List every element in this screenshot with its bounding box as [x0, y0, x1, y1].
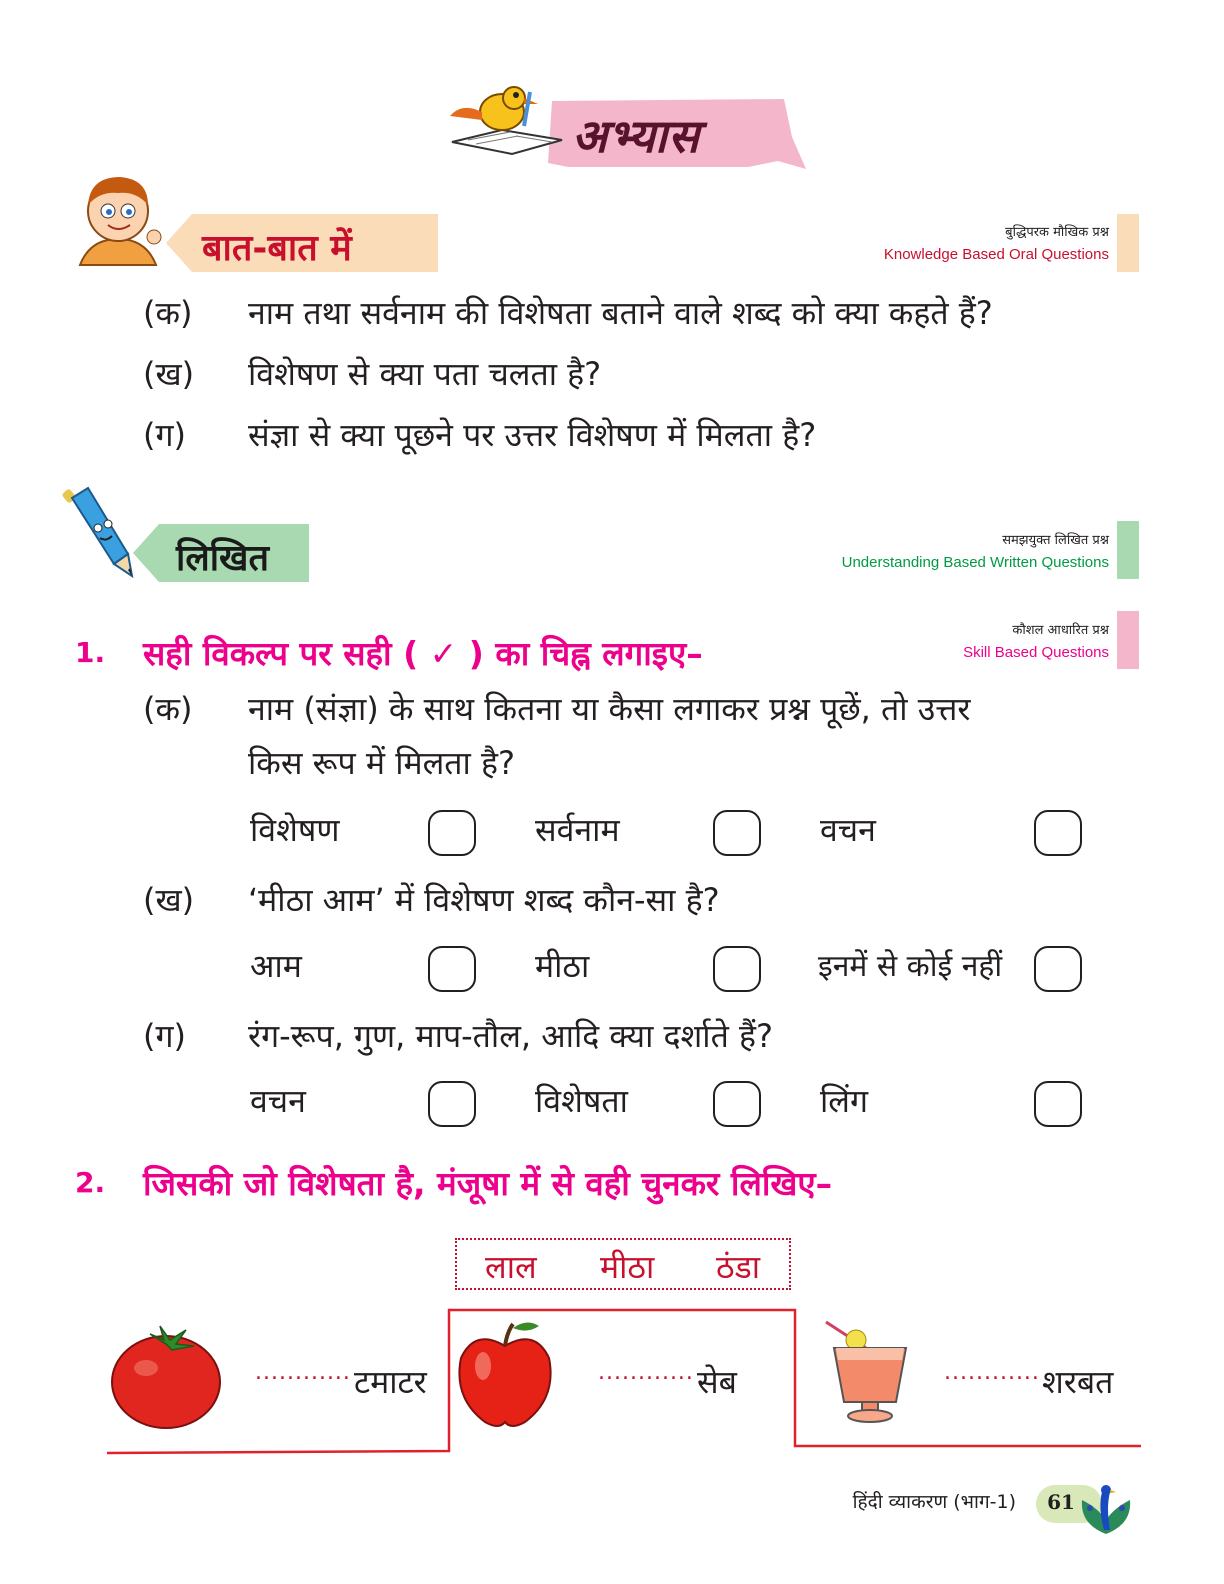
option-checkbox[interactable]	[428, 1081, 476, 1127]
word-box-item: लाल	[485, 1248, 537, 1286]
option-checkbox[interactable]	[1034, 810, 1082, 856]
oral-category-bar	[1117, 214, 1139, 272]
pencil-mascot-icon	[58, 484, 138, 580]
option-label: वचन	[250, 1082, 306, 1120]
mcq-question-text: ‘मीठा आम’ में विशेषण शब्द कौन-सा है?	[248, 881, 720, 919]
written-category-hindi: समझयुक्त लिखित प्रश्न	[1002, 533, 1109, 548]
oral-category-hindi: बुद्धिपरक मौखिक प्रश्न	[1005, 225, 1109, 240]
oral-question-text: नाम तथा सर्वनाम की विशेषता बताने वाले शब्द को क्या कहते हैं?	[248, 294, 993, 332]
option-checkbox[interactable]	[713, 1081, 761, 1127]
tomato-icon	[108, 1322, 226, 1432]
option-label: लिंग	[820, 1082, 869, 1120]
page-title: अभ्यास	[572, 109, 700, 163]
oral-question-mark: (ग)	[143, 416, 186, 454]
oral-category-english: Knowledge Based Oral Questions	[883, 246, 1109, 263]
question-heading: जिसकी जो विशेषता है, मंजूषा में से वही चुनकर लिखिए–	[143, 1164, 833, 1203]
juice-glass-icon	[822, 1318, 918, 1424]
option-label: मीठा	[535, 947, 590, 985]
written-section-title: लिखित	[176, 538, 270, 579]
answer-blank[interactable]: ............	[598, 1360, 694, 1385]
apple-icon	[455, 1318, 555, 1430]
mcq-question-text-continued: किस रूप में मिलता है?	[248, 744, 515, 782]
mcq-mark: (क)	[143, 690, 193, 728]
question-heading: सही विकल्प पर सही ( ✓ ) का चिह्न लगाइए–	[143, 634, 703, 673]
oral-section-title: बात-बात में	[202, 228, 352, 269]
skill-category-hindi: कौशल आधारित प्रश्न	[1012, 623, 1109, 638]
written-category-bar	[1117, 521, 1139, 579]
oral-category-label	[884, 222, 1109, 263]
answer-blank[interactable]: ............	[255, 1360, 351, 1385]
footer-book-title: हिंदी व्याकरण (भाग-1)	[852, 1491, 1016, 1513]
written-category-english: Understanding Based Written Questions	[841, 554, 1109, 571]
boy-mascot-icon	[70, 165, 168, 273]
item-label: टमाटर	[354, 1363, 427, 1401]
option-label: वचन	[820, 811, 876, 849]
option-label: इनमें से कोई नहीं	[818, 949, 1003, 984]
oral-question-mark: (ख)	[143, 355, 195, 393]
option-checkbox[interactable]	[713, 946, 761, 992]
option-checkbox[interactable]	[428, 810, 476, 856]
mcq-question-text: रंग-रूप, गुण, माप-तौल, आदि क्या दर्शाते हैं?	[248, 1017, 773, 1055]
mcq-mark: (ख)	[143, 881, 195, 919]
option-checkbox[interactable]	[1034, 946, 1082, 992]
oral-question-text: विशेषण से क्या पता चलता है?	[248, 355, 602, 393]
item-label: सेब	[697, 1363, 737, 1401]
page-number: 61	[1047, 1490, 1075, 1514]
item-label: शरबत	[1042, 1363, 1114, 1401]
answer-blank[interactable]: ............	[944, 1360, 1040, 1385]
skill-category-bar	[1117, 611, 1139, 669]
option-checkbox[interactable]	[713, 810, 761, 856]
mcq-mark: (ग)	[143, 1017, 186, 1055]
peacock-icon	[1076, 1478, 1136, 1538]
word-box-item: मीठा	[600, 1248, 655, 1286]
option-label: सर्वनाम	[535, 811, 620, 849]
oral-question-text: संज्ञा से क्या पूछने पर उत्तर विशेषण में मिलता है?	[248, 416, 817, 454]
option-label: आम	[250, 947, 302, 985]
mcq-question-text: नाम (संज्ञा) के साथ कितना या कैसा लगाकर प्रश्न पूछें, तो उत्तर	[248, 690, 971, 728]
option-label: विशेषण	[250, 811, 340, 849]
skill-category-english: Skill Based Questions	[963, 644, 1109, 661]
skill-category-label	[963, 620, 1109, 661]
word-box-item: ठंडा	[716, 1248, 761, 1286]
question-number: 2.	[75, 1166, 106, 1199]
written-category-label	[842, 530, 1109, 571]
question-number: 1.	[75, 636, 106, 669]
option-checkbox[interactable]	[428, 946, 476, 992]
oral-question-mark: (क)	[143, 294, 193, 332]
option-label: विशेषता	[535, 1082, 628, 1120]
option-checkbox[interactable]	[1034, 1081, 1082, 1127]
bird-reading-icon	[432, 82, 572, 162]
